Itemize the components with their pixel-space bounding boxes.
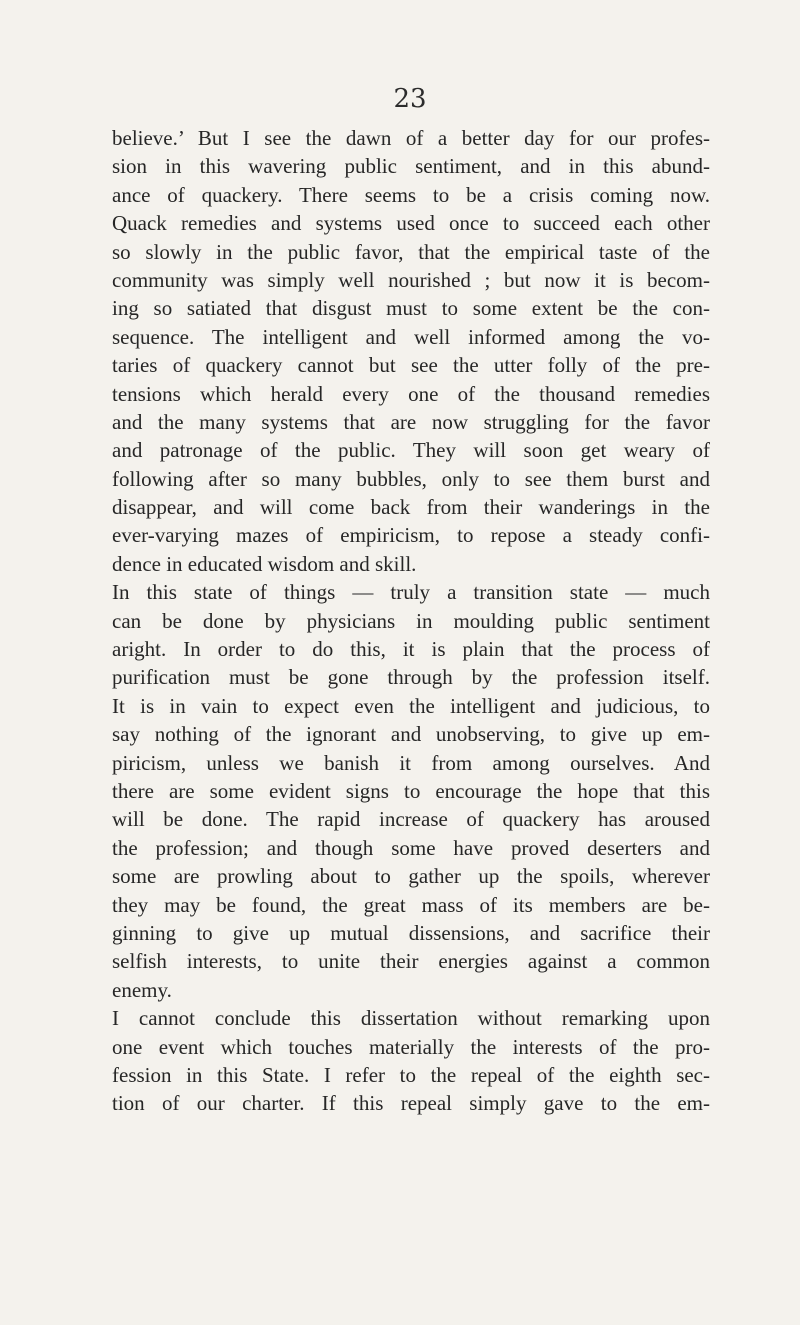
text-line: and patronage of the public. They will soon get weary of: [112, 438, 710, 463]
body-text: [112, 124, 710, 1118]
text-line: fession in this State. I refer to the repeal of the eighth sec-: [112, 1062, 710, 1087]
text-line: will be done. The rapid increase of quackery has aroused: [112, 807, 710, 832]
text-line: sequence. The intelligent and well informed among the vo-: [112, 324, 710, 349]
text-line: there are some evident signs to encourage the hope that this: [112, 778, 710, 803]
text-line: It is in vain to expect even the intelligent and judicious, to: [112, 693, 710, 718]
text-line: piricism, unless we banish it from among ourselves. And: [112, 750, 710, 775]
text-line: sion in this wavering public sentiment, and in this abund-: [112, 154, 710, 179]
text-line: following after so many bubbles, only to see them burst and: [112, 466, 710, 491]
text-line: I cannot conclude this dissertation without remarking upon: [112, 1006, 710, 1031]
text-line: some are prowling about to gather up the spoils, wherever: [112, 864, 710, 889]
text-line: tensions which herald every one of the thousand remedies: [112, 381, 710, 406]
text-line: purification must be gone through by the profession itself.: [112, 665, 710, 690]
text-line: taries of quackery cannot but see the utter folly of the pre-: [112, 353, 710, 378]
text-line: disappear, and will come back from their wanderings in the: [112, 495, 710, 520]
text-line: Quack remedies and systems used once to succeed each other: [112, 211, 710, 236]
text-line: can be done by physicians in moulding public sentiment: [112, 608, 710, 633]
text-line: In this state of things — truly a transition state — much: [112, 580, 710, 605]
text-line: the profession; and though some have proved deserters and: [112, 835, 710, 860]
text-line: aright. In order to do this, it is plain that the process of: [112, 637, 710, 662]
text-line: tion of our charter. If this repeal simply gave to the em-: [112, 1091, 710, 1116]
text-line: ever-varying mazes of empiricism, to repose a steady confi-: [112, 523, 710, 548]
text-line: dence in educated wisdom and skill.: [112, 551, 417, 576]
text-line: believe.’ But I see the dawn of a better day for our profes-: [112, 126, 710, 150]
text-line: and the many systems that are now struggling for the favor: [112, 409, 710, 434]
text-line: ing so satiated that disgust must to some extent be the con-: [112, 296, 710, 321]
text-line: selfish interests, to unite their energies against a common: [112, 949, 710, 974]
text-line: ginning to give up mutual dissensions, and sacrifice their: [112, 920, 710, 945]
text-line: say nothing of the ignorant and unobserving, to give up em-: [112, 722, 710, 747]
text-line: they may be found, the great mass of its members are be-: [112, 892, 710, 917]
text-line: community was simply well nourished ; but now it is becom-: [112, 267, 710, 292]
page-number: 23: [393, 84, 427, 114]
text-line: enemy.: [112, 977, 172, 1002]
text-line: one event which touches materially the interests of the pro-: [112, 1034, 710, 1059]
text-line: ance of quackery. There seems to be a crisis coming now.: [112, 182, 710, 207]
text-line: so slowly in the public favor, that the empirical taste of the: [112, 239, 710, 264]
